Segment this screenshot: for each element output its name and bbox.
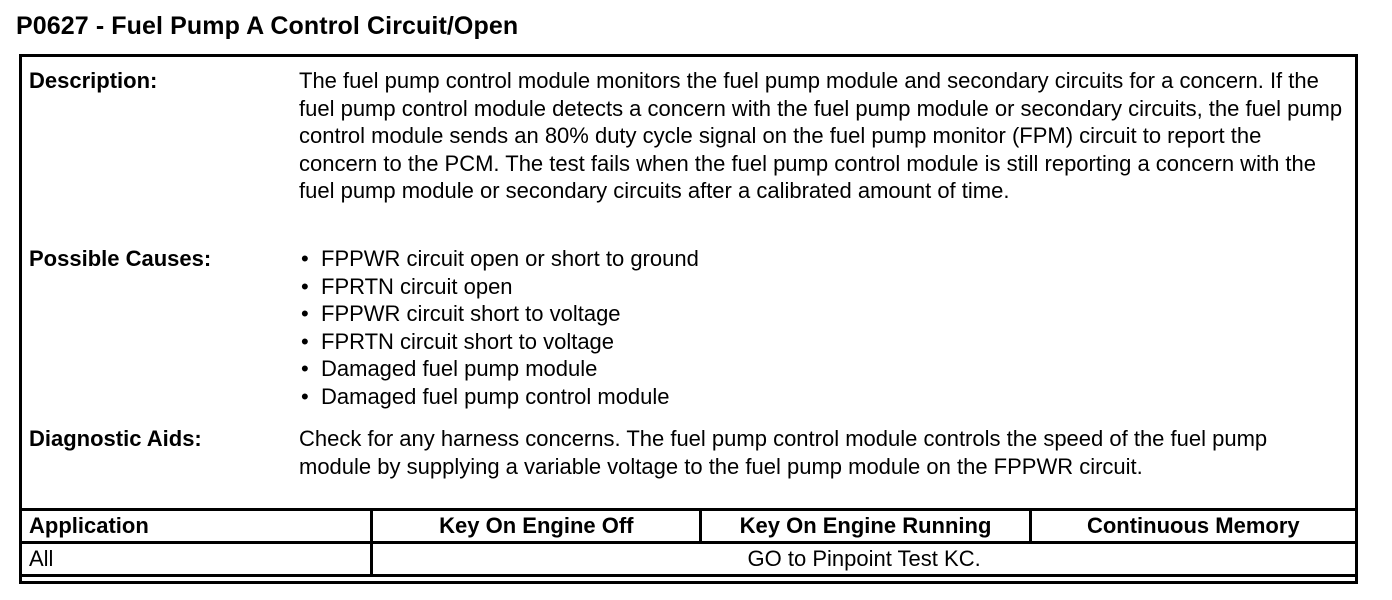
list-item: • FPRTN circuit open <box>301 273 513 299</box>
column-header-key-on-engine-running: Key On Engine Running <box>701 510 1030 543</box>
bullet-icon: • <box>301 383 309 409</box>
possible-causes-label: Possible Causes: <box>29 246 212 271</box>
column-header-application: Application <box>21 510 372 543</box>
bullet-icon: • <box>301 246 309 271</box>
application-table <box>19 508 1358 577</box>
description-label: Description: <box>29 68 158 93</box>
possible-causes-row <box>22 245 1355 410</box>
diagnostic-aids-row <box>22 425 1355 480</box>
action-cell: GO to Pinpoint Test KC. <box>372 543 1357 576</box>
list-item: • Damaged fuel pump control module <box>301 383 670 409</box>
bullet-icon: • <box>301 273 309 299</box>
possible-causes-list <box>299 245 1343 410</box>
dtc-info-box <box>19 54 1358 584</box>
list-item: • FPRTN circuit short to voltage <box>301 328 615 354</box>
column-header-continuous-memory: Continuous Memory <box>1030 510 1356 543</box>
diagnostic-aids-text: Check for any harness concerns. The fuel pump control module controls the speed of the fuel pump module by supplying a variable voltage to the fuel pump module on the FPPWR circuit. <box>299 426 1268 479</box>
bullet-icon: • <box>301 301 309 326</box>
column-header-key-on-engine-off: Key On Engine Off <box>372 510 701 543</box>
bullet-icon: • <box>301 356 309 381</box>
possible-causes-list-container <box>299 245 1355 410</box>
diagnostic-aids-label: Diagnostic Aids: <box>29 426 202 451</box>
description-text: The fuel pump control module monitors the fuel pump module and secondary circuits for a concern. If the fuel pump control module detects a concern with the fuel pump module or secondary circuits, the fuel pump control module sends an 80% duty cycle signal on the fuel pump monitor (FPM) circuit to report the concern to the PCM. The test fails when the fuel pump control module is still reporting a concern with the fuel pump module or secondary circuits after a calibrated amount of time. <box>299 68 1343 203</box>
list-item: • Damaged fuel pump module <box>301 356 598 381</box>
bullet-icon: • <box>301 328 309 354</box>
page-title: P0627 - Fuel Pump A Control Circuit/Open <box>16 12 519 40</box>
table-row <box>21 543 1357 576</box>
application-cell: All <box>21 543 372 576</box>
table-header-row <box>21 510 1357 543</box>
list-item: • FPPWR circuit short to voltage <box>301 301 621 326</box>
description-row <box>22 67 1355 205</box>
list-item: • FPPWR circuit open or short to ground <box>301 246 699 271</box>
